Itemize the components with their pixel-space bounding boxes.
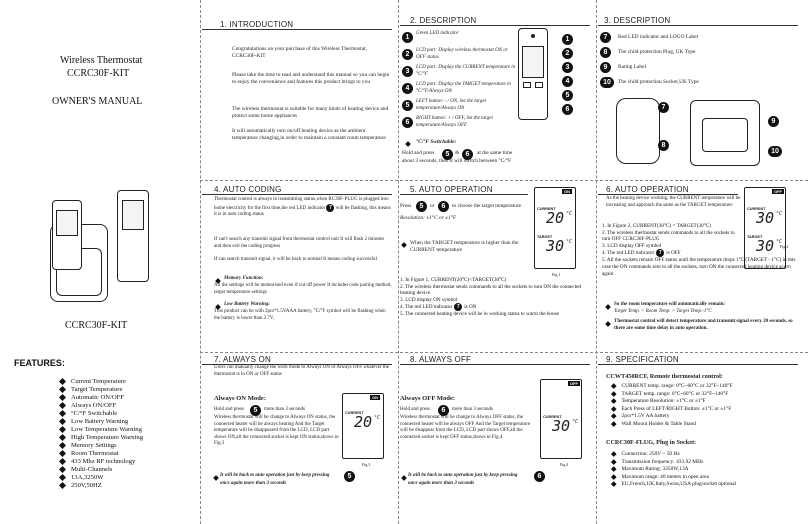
cover-title-1: Wireless Thermostat (60, 55, 143, 66)
description-item: LCD part: Display wireless thermostat ON or OFF status (416, 48, 508, 60)
step-text: 4. The red LED indicator (602, 250, 655, 257)
always-off-mode: Always OFF Mode: (400, 395, 456, 402)
coding-p1: Thermostat control is always in transmitting status,when RC30F-PLUG is plugged into home electricity for the first time,the red LED indicator 7 will be flashing, this means it is in auto coding status (214, 197, 391, 218)
spec-item (606, 413, 806, 421)
memory-text: All the settings will be memorised even if cut off power It includes code pairing method, target temperature settings (214, 283, 392, 295)
lcd-figure-1 (534, 187, 576, 269)
lcd-current-unit: °C (566, 211, 573, 217)
cover-remote-lcd (122, 200, 144, 230)
bullet-icon (611, 421, 616, 426)
spec-item (606, 474, 806, 482)
memory-title: Memory Function: (224, 276, 264, 281)
note2-text: Thermostat control will detect temperature and transmit signal every 20 seconds, so there are some time delay in auto operation. (614, 319, 793, 331)
step-item (400, 284, 590, 297)
description-item: RIGHT button: + / OFF, Set the target temperature/Always OFF (416, 116, 493, 128)
remote-right-button (535, 82, 543, 88)
intro-p2: Please take the time to read and understand this manual so you can begin to enjoy the convenience and features this product brings to you (232, 72, 390, 86)
cover-panel (0, 0, 200, 524)
feature-item (60, 378, 143, 386)
bullet-icon (605, 304, 611, 310)
divider (200, 0, 201, 524)
section-always-off (400, 353, 596, 524)
lcd-on-badge: ON (564, 189, 570, 194)
section-auto-operation-6 (598, 181, 808, 351)
description-item: Rating Label (618, 64, 646, 70)
step-item (602, 257, 802, 277)
battery-title: Low Battery Warning: (224, 302, 270, 307)
step-text-end: is OFF (666, 250, 681, 257)
step-text: 2. The wireless thermostat sends commands to all the sockets to turn OFF CCRC30F-PLUG (602, 229, 735, 243)
lcd-current-unit: °C (572, 419, 579, 425)
lcd-off-badge: OFF (774, 189, 782, 194)
back-label: It will be back to auto operation just by keep pressing (408, 473, 518, 478)
cover-remote-front-lcd (56, 210, 78, 236)
feature-item (60, 482, 143, 490)
spec-text: Temperature Resolution: ±1°C or ±1°F (621, 398, 706, 405)
title-underline (400, 25, 590, 26)
bullet-icon (611, 398, 616, 403)
bullet-icon (401, 475, 407, 481)
bullet-icon (213, 475, 219, 481)
step-item (400, 303, 590, 311)
step-item (400, 297, 590, 304)
bullet-icon (611, 406, 616, 411)
number-8-icon: 8 (600, 47, 611, 58)
lcd-target-label: TARGET (537, 235, 553, 239)
press-label: Press (400, 203, 412, 209)
hold-label: Hold and press (214, 407, 244, 412)
spec-text: EU,French,UK,Italy,Swiss,USA plug/socket optional (621, 481, 736, 488)
title-underline (598, 194, 738, 195)
led-7-icon: 7 (656, 249, 664, 257)
lcd-current-unit: °C (374, 415, 381, 421)
description-item: The child protection Socket,UK Type (618, 79, 699, 85)
button-6-icon: 6 (462, 149, 473, 160)
feature-item (60, 466, 143, 474)
cover-title-2: CCRC30F-KIT (67, 68, 130, 79)
spec-item (606, 383, 806, 391)
section-introduction (202, 0, 398, 178)
step-text: 5. All the sockets remain OFF status until the temperature drops 1°C (TARGET - 1°C) in this case the ON commands sent to all the sockets, turn ON the connected heating device acorn again (602, 257, 796, 277)
section-title: 3. DESCRIPTION (604, 16, 671, 25)
spec-item (606, 466, 806, 474)
when-label: When the TARGET temperature is higher than the CURRENT temperature (410, 240, 519, 254)
lcd-off-badge: OFF (570, 381, 578, 386)
spec-text: Maximum Rating: 3250W,13A (621, 466, 689, 473)
feature-item (60, 434, 143, 442)
callout-6-icon: 6 (562, 104, 573, 115)
number-10-icon: 10 (600, 77, 614, 88)
description-item: The child protection Plug, UK Type (618, 49, 696, 55)
button-5-icon: 5 (416, 201, 427, 212)
switch-title: °C/°F Switchable: (416, 139, 457, 145)
back-label: It will be back to auto operation just by keep pressing (220, 473, 330, 478)
bullet-icon (405, 141, 411, 147)
feature-item (60, 386, 143, 394)
feature-item (60, 410, 143, 418)
cover-model: CCRC30F-KIT (65, 320, 128, 331)
feature-item (60, 458, 143, 466)
bullet-icon (59, 426, 66, 433)
lcd-current-value: 30 (756, 209, 775, 227)
plug-socket-face (702, 118, 748, 152)
step-text: 4. The red LED indicator (400, 304, 453, 311)
figure-caption: Fig.4 (560, 462, 569, 467)
spec-item (606, 481, 806, 489)
led-7-icon: 7 (326, 204, 334, 212)
section-specification (598, 353, 808, 524)
feature-label: Multi-Channels (71, 466, 113, 473)
battery-text: This product can be with 2pcs*1.5VAAA battery, °C/°F symbol will be flashing when the battery is lower than 2.7V, (214, 309, 386, 321)
title-underline (400, 194, 528, 195)
bullet-icon (611, 482, 616, 487)
bullet-icon (611, 474, 616, 479)
bullet-icon (59, 402, 66, 409)
spec-item (606, 398, 806, 406)
feature-label: Low Temperature Warning (71, 426, 142, 433)
step-text: 2. The wireless thermostat sends commands to all the sockets to turn ON the connected heating device (400, 283, 581, 297)
figure-caption: Fig.1 (552, 272, 561, 277)
feature-label: Always ON/OFF (71, 402, 117, 409)
bullet-icon (611, 459, 616, 464)
step-item (400, 311, 590, 318)
title-underline (400, 364, 590, 365)
lcd-current-label: CURRENT (537, 207, 556, 211)
switch-amp: & (455, 150, 460, 156)
bullet-icon (59, 394, 66, 401)
callout-8-icon: 8 (658, 140, 669, 151)
lcd-current-value: 20 (546, 209, 565, 227)
switch-text-1: Hold and press (402, 150, 435, 156)
bullet-icon (59, 434, 66, 441)
resolution-label: Resolution: ±1°C or ±1°F (400, 215, 457, 221)
section-title: 6. AUTO OPERATION (606, 185, 689, 194)
step-text: 3. LCD display ON symbol (400, 296, 458, 303)
callout-10-icon: 10 (768, 146, 782, 157)
divider (596, 0, 597, 524)
feature-label: Room Thermostat (71, 450, 119, 457)
section-title: 4. AUTO CODING (214, 185, 282, 194)
feature-label: 433 Mhz RF technology (71, 458, 136, 465)
feature-label: High Temperature Warning (71, 434, 144, 441)
feature-label: °C/°F Switchable (71, 410, 118, 417)
section-title: 2. DESCRIPTION (410, 16, 477, 25)
lcd-current-label: CURRENT (345, 411, 364, 415)
lcd-current-label: CURRENT (543, 415, 562, 419)
switch-text-2: at the same time (477, 150, 513, 156)
remote-spec-title: CCWT450RCF, Remote thermostat control: (606, 373, 723, 380)
feature-label: Automatic ON/OFF (71, 394, 124, 401)
spec-item (606, 451, 806, 459)
bullet-icon (401, 242, 407, 248)
section-title: 9. SPECIFICATION (606, 355, 679, 364)
bullet-icon (59, 442, 66, 449)
spec-text: Wall Mount Holder & Table Stand (621, 420, 696, 427)
figure-caption: Fig.2 (780, 244, 789, 249)
title-underline (202, 29, 392, 30)
title-underline (598, 25, 798, 26)
number-7-icon: 7 (600, 32, 611, 43)
bullet-icon (59, 450, 66, 457)
lcd-current-value: 20 (354, 413, 373, 431)
section-title: 1. INTRODUCTION (220, 20, 294, 29)
switch-text-3: about 3 seconds, then it will switch between °C/°F (402, 158, 511, 164)
always-off-text: Wireless thermostat will be change to Always OFF status, the connected heater will be always OFF And the Target temperature will be disappear from the LCD, LCD part shows OFF,all the connected socket is kept OFF status,shows in Fig.4 (400, 415, 531, 440)
lcd-current-unit: °C (776, 211, 783, 217)
remote-lcd (522, 46, 544, 78)
back-label-2: once again more than 3 seconds (408, 481, 475, 486)
lcd-target-label: TARGET (747, 235, 763, 239)
button-5-icon: 5 (442, 149, 453, 160)
callout-3-icon: 3 (562, 62, 573, 73)
section-description-3 (598, 0, 808, 178)
bullet-icon (59, 418, 66, 425)
button-5-icon: 5 (250, 405, 261, 416)
bullet-icon (611, 466, 616, 471)
callout-1-icon: 1 (562, 34, 573, 45)
always-on-mode: Always ON Mode: (214, 395, 267, 402)
remote-left-button (523, 82, 531, 88)
button-5-icon: 5 (344, 471, 355, 482)
section-auto-operation-5 (400, 181, 596, 351)
description-item: LEFT button: - / ON, Set the target temperature/Always ON (416, 99, 486, 111)
section-title: 5. AUTO OPERATION (410, 185, 493, 194)
coding-p2: If can't search any transmit signal from thermostat control unit It will flash 2 minutes and then exit the coding progress (214, 237, 385, 249)
features-heading: FEATURES: (14, 358, 65, 368)
bullet-icon (59, 458, 66, 465)
spec-text: Transmission frequency: 433.92 MHz (621, 458, 704, 465)
lcd-target-unit: °C (776, 239, 783, 245)
bullet-icon (59, 466, 66, 473)
callout-4-icon: 4 (562, 76, 573, 87)
step-text-end: is ON (464, 304, 477, 311)
step-item (400, 277, 590, 284)
lcd-on-badge: ON (372, 395, 378, 400)
feature-label: Low Battery Warning (71, 418, 129, 425)
step-item (602, 230, 742, 243)
feature-item (60, 450, 143, 458)
spec-text: Maximum range: 40 meters in open area (621, 473, 709, 480)
choose-label: to choose the target temperature (452, 203, 522, 209)
note1-title: So the room temperature will automatically remain: (614, 302, 726, 307)
bullet-icon (59, 378, 66, 385)
intro-p3: The wireless thermostat is suitable for many kinds of heating device and protect some home appliances (232, 106, 389, 120)
feature-item (60, 402, 143, 410)
spec-text: TARGET temp. range: 0°C~60°C or 32°F~140°F (621, 390, 729, 397)
feature-label: 250V,50HZ (71, 482, 102, 489)
bullet-icon (611, 414, 616, 419)
figure-caption: Fig.3 (362, 462, 371, 467)
bullet-icon (611, 451, 616, 456)
title-underline (202, 194, 392, 195)
bullet-icon (59, 410, 66, 417)
description-item: Green LED indicator (416, 31, 459, 36)
spec-text: Connection: 250V ~ 50 Hz (621, 451, 680, 457)
description-item: LCD part: Display the CURRENT temperature in °C/°F (416, 65, 516, 77)
section-always-on (202, 353, 398, 524)
section-title: 7. ALWAYS ON (214, 355, 271, 364)
feature-label: Target Temperature (71, 386, 123, 393)
features-list (60, 378, 143, 490)
description-item: LCD part: Display the TARGET temperature in °C/°F/Always ON (416, 82, 511, 94)
spec-item (606, 459, 806, 467)
feature-item (60, 426, 143, 434)
remote-led-icon (531, 34, 535, 38)
feature-item (60, 418, 143, 426)
spec-item (606, 406, 806, 414)
spec-text: 2pcs*1.5V AA battery (621, 413, 670, 420)
button-6-icon: 6 (534, 471, 545, 482)
callout-2-icon: 2 (562, 48, 573, 59)
coding-p3: If can search transmit signal, it will be back to normal It means coding successful (214, 257, 377, 262)
number-3-icon: 3 (402, 66, 413, 77)
step-text: 3. LCD display OFF symbol (602, 242, 662, 249)
op6-intro: As the heating device working, the CURRENT temperature will be increasing and approach the same as the TARGET temperature: (606, 196, 741, 208)
lcd-target-unit: °C (566, 239, 573, 245)
title-underline (598, 364, 798, 365)
bullet-icon (59, 482, 66, 489)
lcd-target-value: 30 (756, 237, 775, 255)
section-title: 8. ALWAYS OFF (410, 355, 472, 364)
bullet-icon (59, 386, 66, 393)
intro-p1: Congratulations on your purchase of this Wireless Thermostat, CCRC30F-KIT (232, 46, 367, 60)
step-item (602, 223, 742, 230)
callout-7-icon: 7 (658, 102, 669, 113)
section-description-2 (400, 0, 596, 178)
led-7-icon: 7 (454, 303, 462, 311)
number-5-icon: 5 (402, 100, 413, 111)
step-text: 1. In Figure 2, CURRENT(30°C) = TARGET(30°C) (602, 223, 711, 229)
feature-label: 13A,3250W (71, 474, 104, 481)
bullet-icon (605, 321, 611, 327)
always-on-intro: Users can manually change the work mode to Always ON or Always OFF whatever the thermostat is in ON or OFF status (214, 365, 389, 377)
button-6-icon: 6 (438, 201, 449, 212)
number-6-icon: 6 (402, 117, 413, 128)
bullet-icon (611, 391, 616, 396)
callout-9-icon: 9 (768, 116, 779, 127)
lcd-current-label: CURRENT (747, 207, 766, 211)
plug-spec-title: CCRC30F-FLUG, Plug in Socket: (606, 439, 697, 446)
callout-5-icon: 5 (562, 90, 573, 101)
hold-label-2: more than 3 seconds (264, 407, 305, 412)
spec-text: CURRENT temp. range: 0°C~60°C or 32°F~140°F (621, 383, 733, 389)
intro-p4: It will automatically turn on/off heating device as the ambient temperature changing,in order to maintain a constant room temperature (232, 128, 386, 142)
bullet-icon (59, 474, 66, 481)
step-text: 5. The connected heating device will be in working status to warm the house (400, 311, 559, 318)
always-on-text: Wireless thermostat will be change to Always ON status, the connected heater will be always heating And the Target temperature will be disappeared from the LCD, LCD part shows ON,all the connected socket is kept ON status,shows in Fig.3 (214, 415, 339, 447)
button-6-icon: 6 (438, 405, 449, 416)
feature-label: Current Temperature (71, 378, 126, 385)
step-item (602, 243, 742, 250)
spec-item (606, 421, 806, 429)
step-text: 1. In Figure 1, CURRENT(20°C)<TARGET(30°C) (400, 277, 507, 283)
feature-item (60, 442, 143, 450)
hold-label-2: more than 3 seconds (452, 407, 493, 412)
number-2-icon: 2 (402, 49, 413, 60)
number-4-icon: 4 (402, 83, 413, 94)
lcd-current-value: 30 (552, 417, 571, 435)
description-item: Red LED indicator and LOGO Label (618, 34, 699, 40)
note1-text: Target Temp. > Room Temp. > Target Temp.-1°C (614, 309, 712, 314)
feature-item (60, 474, 143, 482)
divider (398, 0, 399, 524)
spec-text: Each Press of LEFT/RIGHT Button: ±1°C or ±1°F (621, 405, 732, 412)
section-auto-coding (202, 181, 398, 351)
or-label: or (430, 203, 435, 209)
back-label-2: once again more than 3 seconds (220, 481, 287, 486)
hold-label: Hold and press (400, 407, 430, 412)
lcd-target-value: 30 (546, 237, 565, 255)
plug-side-illustration (616, 98, 660, 164)
number-1-icon: 1 (402, 32, 413, 43)
bullet-icon (611, 383, 616, 388)
number-9-icon: 9 (600, 62, 611, 73)
cover-manual-title: OWNER'S MANUAL (52, 96, 143, 107)
feature-label: Memory Settings (71, 442, 117, 449)
feature-item (60, 394, 143, 402)
